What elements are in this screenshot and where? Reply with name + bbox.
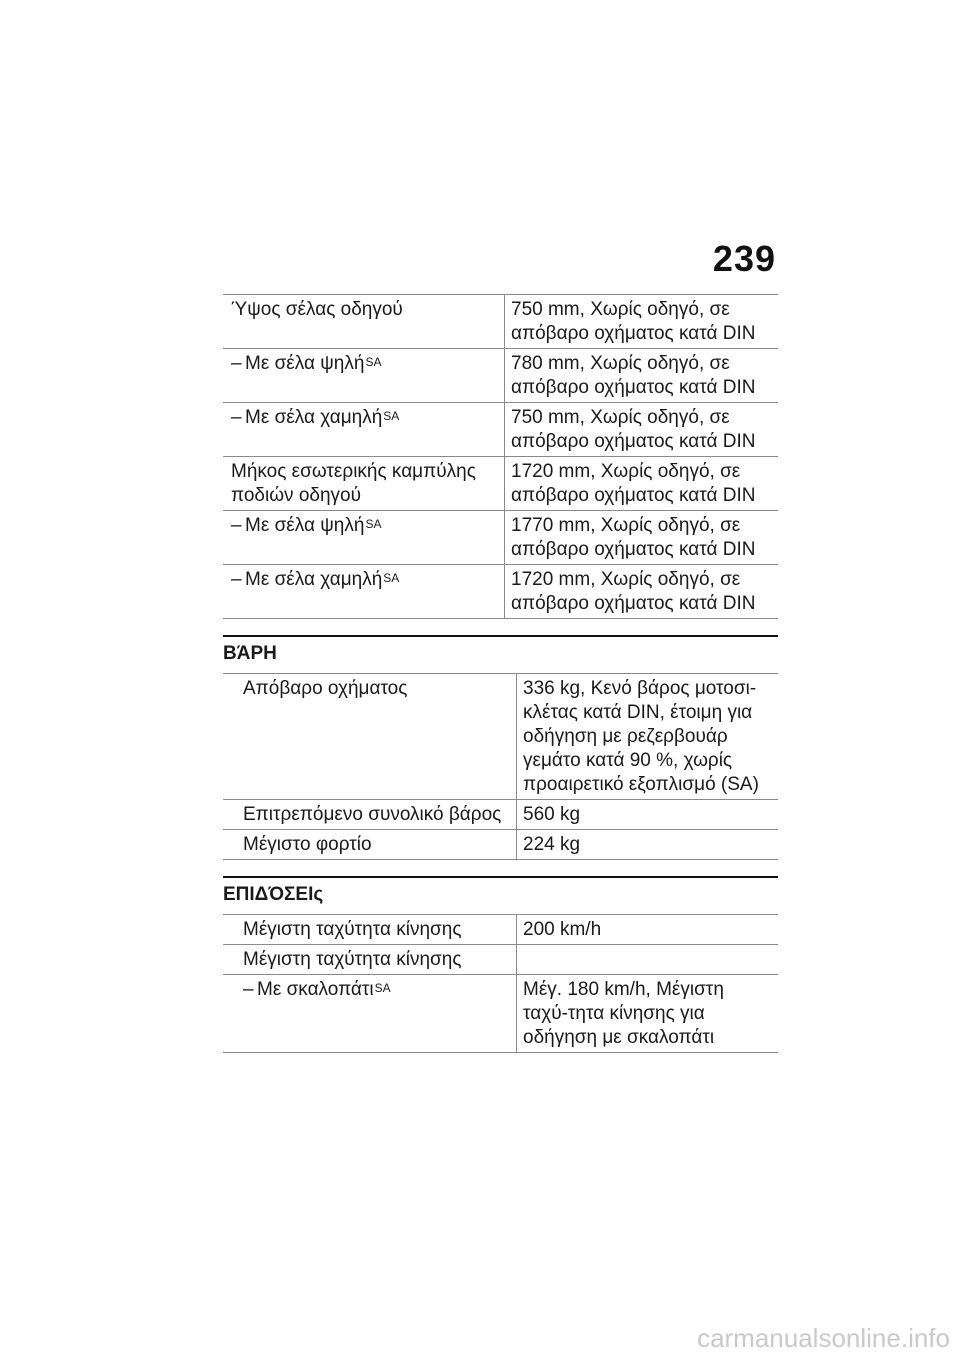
table-row <box>223 565 778 619</box>
table-row <box>223 511 778 565</box>
seat-height-rows <box>223 295 778 619</box>
table-row <box>223 945 778 975</box>
spec-label: Επιτρεπόμενο συνολικό βάρος <box>243 804 502 825</box>
spec-value <box>517 945 779 975</box>
spec-value: Μέγ. 180 km/h, Μέγιστη ταχύ-τητα κίνησης για οδήγηση με σκαλοπάτι <box>517 975 779 1053</box>
performance-table <box>223 914 778 1053</box>
table-row <box>223 457 778 511</box>
spec-value: 1770 mm, Χωρίς οδηγό, σε απόβαρο οχήματος κατά DIN <box>505 511 779 565</box>
spec-value: 336 kg, Κενό βάρος μοτοσι-κλέτας κατά DIN, έτοιμη για οδήγηση με ρεζερβουάρ γεμάτο κατά 90 %, χωρίς προαιρετικό εξοπλισμό (SA) <box>517 674 779 800</box>
dash-marker: – <box>243 979 254 1000</box>
table-row <box>223 674 778 800</box>
weights-table <box>223 673 778 860</box>
spec-label-cell <box>223 945 517 975</box>
spec-value: 1720 mm, Χωρίς οδηγό, σε απόβαρο οχήματος κατά DIN <box>505 565 779 619</box>
sa-superscript: SA <box>383 571 400 585</box>
spec-value: 780 mm, Χωρίς οδηγό, σε απόβαρο οχήματος κατά DIN <box>505 349 779 403</box>
table-row <box>223 800 778 830</box>
spec-label-cell <box>223 511 505 565</box>
spec-label-cell <box>223 403 505 457</box>
table-row <box>223 403 778 457</box>
spec-label-cell <box>223 674 517 800</box>
spec-label-cell <box>223 830 517 860</box>
table-row <box>223 915 778 945</box>
table-row <box>223 830 778 860</box>
spec-label-cell <box>223 915 517 945</box>
sa-superscript: SA <box>365 517 382 531</box>
spec-label: Ύψος σέλας οδηγού <box>231 299 403 320</box>
performance-heading: ΕΠΙΔΌΣΕΙς <box>223 876 778 906</box>
spec-label: Με σκαλοπάτι <box>257 979 374 1000</box>
spec-value: 1720 mm, Χωρίς οδηγό, σε απόβαρο οχήματος κατά DIN <box>505 457 779 511</box>
sa-superscript: SA <box>365 355 382 369</box>
spec-label: Με σέλα ψηλή <box>245 353 365 374</box>
spec-value: 200 km/h <box>517 915 779 945</box>
dash-marker: – <box>231 353 242 374</box>
dash-marker: – <box>231 515 242 536</box>
spec-label-cell <box>223 975 517 1053</box>
spec-label: Μέγιστη ταχύτητα κίνησης <box>243 949 462 970</box>
table-row <box>223 349 778 403</box>
sa-superscript: SA <box>374 981 391 995</box>
spec-label: Απόβαρο οχήματος <box>243 678 408 699</box>
spec-label: Με σέλα χαμηλή <box>245 569 383 590</box>
spec-label: Μήκος εσωτερικής καμπύλης ποδιών οδηγού <box>231 461 476 506</box>
dash-marker: – <box>231 407 242 428</box>
spec-value: 750 mm, Χωρίς οδηγό, σε απόβαρο οχήματος κατά DIN <box>505 295 779 349</box>
spec-label: Με σέλα ψηλή <box>245 515 365 536</box>
spec-label: Με σέλα χαμηλή <box>245 407 383 428</box>
weights-rows <box>223 674 778 860</box>
spec-value: 224 kg <box>517 830 779 860</box>
sa-superscript: SA <box>383 409 400 423</box>
spec-label-cell <box>223 295 505 349</box>
page-number: 239 <box>712 238 776 279</box>
spec-label: Μέγιστη ταχύτητα κίνησης <box>243 919 462 940</box>
manual-content <box>223 294 778 1053</box>
table-row <box>223 975 778 1053</box>
performance-rows <box>223 915 778 1053</box>
table-row <box>223 295 778 349</box>
spec-label: Μέγιστο φορτίο <box>243 834 372 855</box>
spec-label-cell <box>223 565 505 619</box>
spec-label-cell <box>223 800 517 830</box>
dash-marker: – <box>231 569 242 590</box>
weights-heading: ΒΆΡΗ <box>223 635 778 665</box>
spec-label-cell <box>223 349 505 403</box>
seat-height-table <box>223 294 778 619</box>
spec-label-cell <box>223 457 505 511</box>
spec-value: 560 kg <box>517 800 779 830</box>
spec-value: 750 mm, Χωρίς οδηγό, σε απόβαρο οχήματος κατά DIN <box>505 403 779 457</box>
watermark: carmanualsonline.info <box>697 1323 950 1353</box>
